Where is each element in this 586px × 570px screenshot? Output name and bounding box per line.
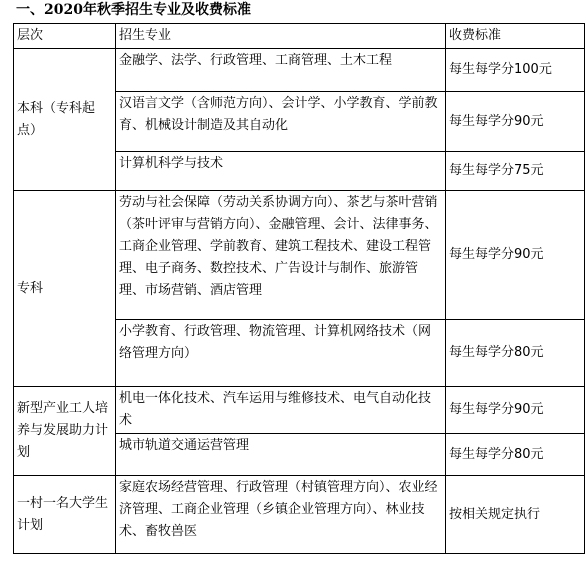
fee-table <box>13 23 585 554</box>
table-header-row <box>14 24 585 49</box>
header-fee: 收费标准 <box>446 24 585 49</box>
header-level: 层次 <box>14 24 116 49</box>
table-row <box>14 387 585 434</box>
fee-cell: 按相关规定执行 <box>446 476 585 554</box>
table-row <box>14 476 585 554</box>
majors-cell: 家庭农场经营管理、行政管理（村镇管理方向）、农业经济管理、工商企业管理（乡镇企业管理方向）、林业技术、畜牧兽医 <box>116 476 446 554</box>
majors-cell: 计算机科学与技术 <box>116 152 446 191</box>
level-cell: 本科（专科起点） <box>14 49 116 191</box>
level-cell: 一村一名大学生计划 <box>14 476 116 554</box>
fee-cell: 每生每学分100元 <box>446 49 585 92</box>
level-cell: 专科 <box>14 191 116 387</box>
page-title: 一、2020年秋季招生专业及收费标准 <box>16 2 251 18</box>
table-row <box>14 191 585 320</box>
header-majors: 招生专业 <box>116 24 446 49</box>
table-row <box>14 49 585 92</box>
majors-cell: 城市轨道交通运营管理 <box>116 434 446 476</box>
fee-cell: 每生每学分80元 <box>446 320 585 387</box>
majors-cell: 金融学、法学、行政管理、工商管理、土木工程 <box>116 49 446 92</box>
fee-cell: 每生每学分75元 <box>446 152 585 191</box>
level-cell: 新型产业工人培养与发展助力计划 <box>14 387 116 476</box>
majors-cell: 机电一体化技术、汽车运用与维修技术、电气自动化技术 <box>116 387 446 434</box>
majors-cell: 劳动与社会保障（劳动关系协调方向）、茶艺与茶叶营销（茶叶评审与营销方向）、金融管理、会计、法律事务、工商企业管理、学前教育、建筑工程技术、建设工程管理、电子商务、数控技术、广告设计与制作、旅游管理、市场营销、酒店管理 <box>116 191 446 320</box>
majors-cell: 小学教育、行政管理、物流管理、计算机网络技术（网络管理方向） <box>116 320 446 387</box>
fee-cell: 每生每学分90元 <box>446 387 585 434</box>
fee-cell: 每生每学分90元 <box>446 92 585 152</box>
fee-cell: 每生每学分90元 <box>446 191 585 320</box>
fee-cell: 每生每学分80元 <box>446 434 585 476</box>
majors-cell: 汉语言文学（含师范方向）、会计学、小学教育、学前教育、机械设计制造及其自动化 <box>116 92 446 152</box>
